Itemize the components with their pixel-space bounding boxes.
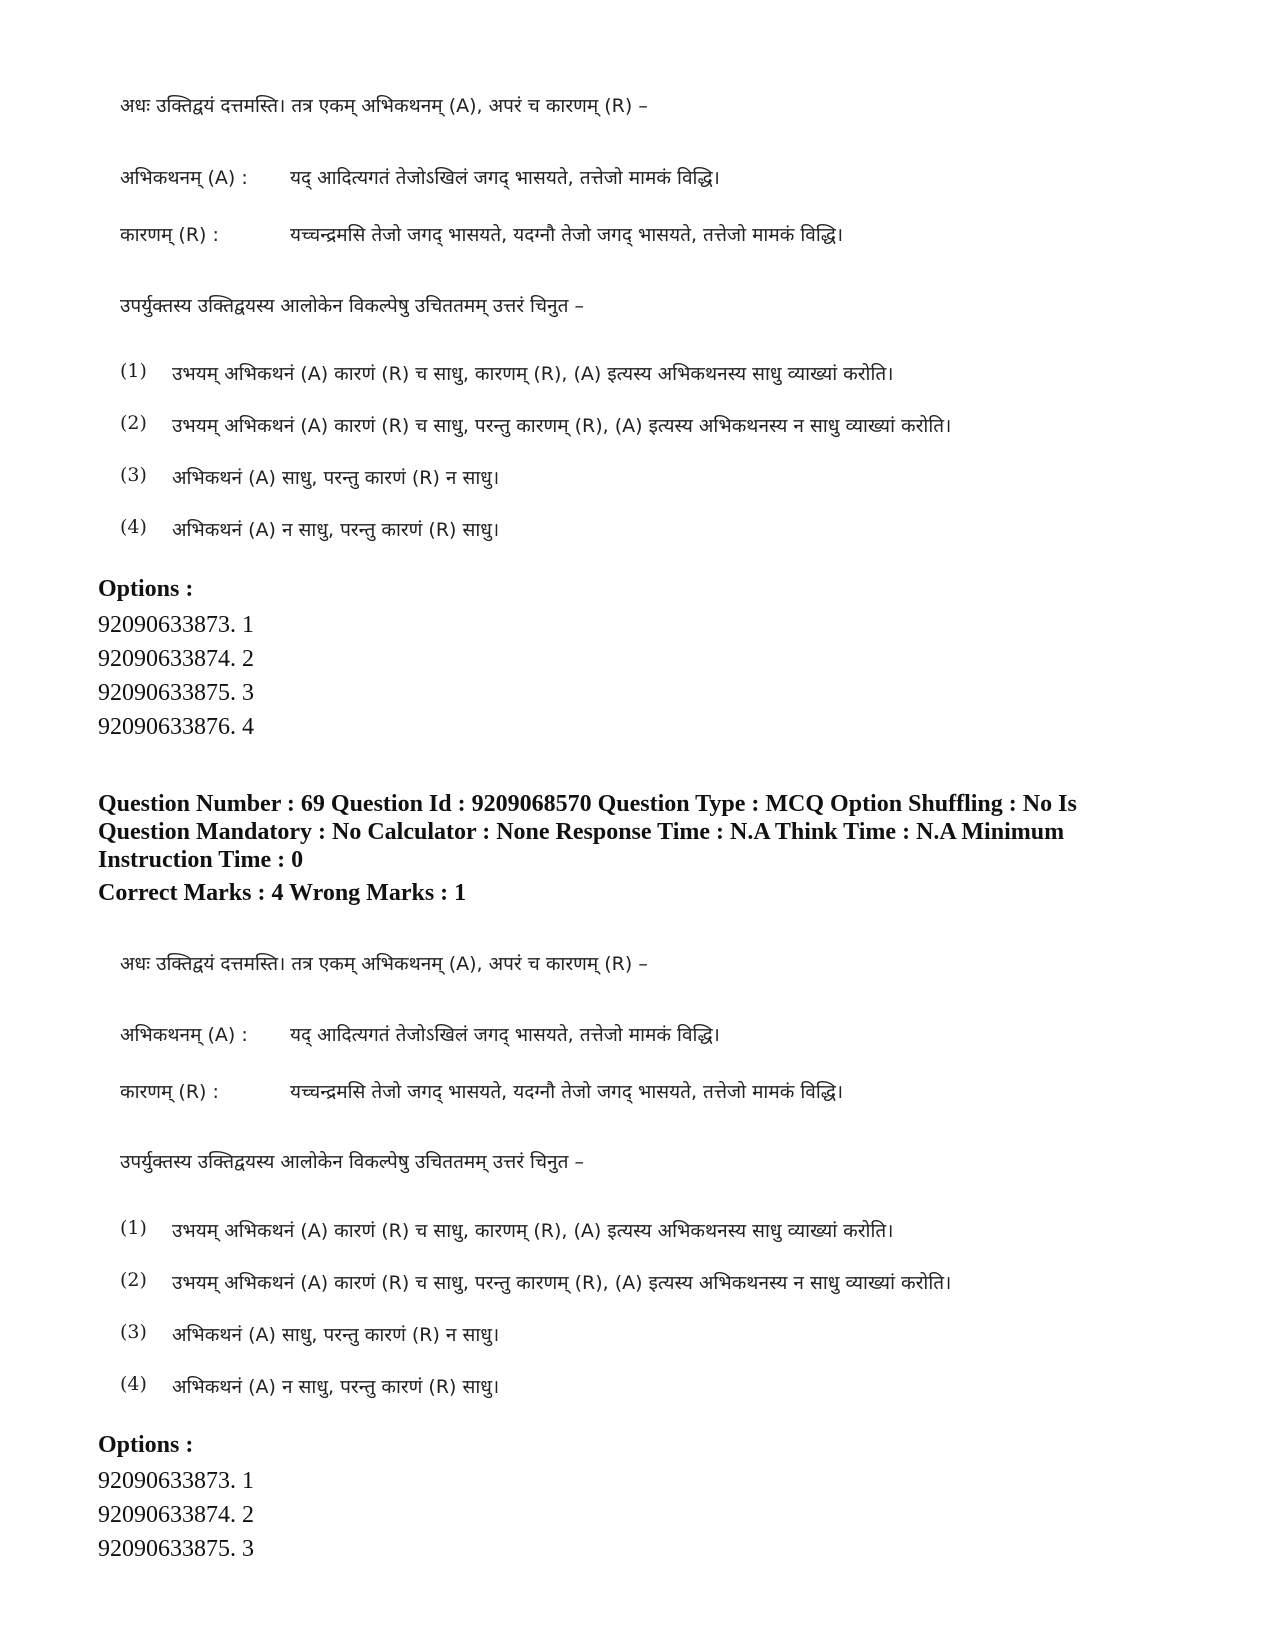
- question-meta-line: Question Mandatory : No Calculator : None Response Time : N.A Think Time : N.A Minimum: [98, 819, 1065, 845]
- choice-number: (2): [120, 1269, 147, 1291]
- choice-number: (4): [120, 516, 147, 538]
- option-line: 92090633874. 2: [98, 646, 254, 672]
- option-line: 92090633873. 1: [98, 612, 254, 638]
- assertion-label: अभिकथनम् (A) :: [120, 167, 248, 189]
- choice-number: (1): [120, 360, 147, 382]
- option-line: 92090633874. 2: [98, 1502, 254, 1528]
- choice-number: (1): [120, 1217, 147, 1239]
- choice-text: अभिकथनं (A) न साधु, परन्तु कारणं (R) साधु।: [172, 1376, 500, 1398]
- question-intro: अधः उक्तिद्वयं दत्तमस्ति। तत्र एकम् अभिकथनम् (A), अपरं च कारणम् (R) –: [120, 95, 648, 117]
- options-heading: Options :: [98, 1432, 194, 1458]
- question-meta-line: Question Number : 69 Question Id : 9209068570 Question Type : MCQ Option Shuffling : No Is: [98, 791, 1077, 817]
- choice-number: (3): [120, 1321, 147, 1343]
- reason-label: कारणम् (R) :: [120, 224, 219, 246]
- choice-text: अभिकथनं (A) साधु, परन्तु कारणं (R) न साधु।: [172, 1324, 500, 1346]
- option-line: 92090633873. 1: [98, 1468, 254, 1494]
- assertion-label: अभिकथनम् (A) :: [120, 1024, 248, 1046]
- choice-text: उभयम् अभिकथनं (A) कारणं (R) च साधु, कारणम् (R), (A) इत्यस्य अभिकथनस्य साधु व्याख्यां करोति।: [172, 1220, 894, 1242]
- option-line: 92090633875. 3: [98, 680, 254, 706]
- reason-text: यच्चन्द्रमसि तेजो जगद् भासयते, यदग्नौ तेजो जगद् भासयते, तत्तेजो मामकं विद्धि।: [290, 1081, 844, 1103]
- assertion-text: यद् आदित्यगतं तेजोऽखिलं जगद् भासयते, तत्तेजो मामकं विद्धि।: [290, 1024, 720, 1046]
- choice-number: (2): [120, 412, 147, 434]
- options-heading: Options :: [98, 576, 194, 602]
- question-meta-line: Instruction Time : 0: [98, 847, 304, 873]
- choice-text: उभयम् अभिकथनं (A) कारणं (R) च साधु, परन्तु कारणम् (R), (A) इत्यस्य अभिकथनस्य न साधु व्याख्यां करोति।: [172, 1272, 952, 1294]
- reason-text: यच्चन्द्रमसि तेजो जगद् भासयते, यदग्नौ तेजो जगद् भासयते, तत्तेजो मामकं विद्धि।: [290, 224, 844, 246]
- choice-text: उभयम् अभिकथनं (A) कारणं (R) च साधु, कारणम् (R), (A) इत्यस्य अभिकथनस्य साधु व्याख्यां करोति।: [172, 363, 894, 385]
- choice-text: अभिकथनं (A) साधु, परन्तु कारणं (R) न साधु।: [172, 467, 500, 489]
- option-line: 92090633875. 3: [98, 1536, 254, 1562]
- reason-label: कारणम् (R) :: [120, 1081, 219, 1103]
- question-intro: अधः उक्तिद्वयं दत्तमस्ति। तत्र एकम् अभिकथनम् (A), अपरं च कारणम् (R) –: [120, 953, 648, 975]
- choice-number: (3): [120, 464, 147, 486]
- choice-text: अभिकथनं (A) न साधु, परन्तु कारणं (R) साधु।: [172, 519, 500, 541]
- question-prompt: उपर्युक्तस्य उक्तिद्वयस्य आलोकेन विकल्पेषु उचिततमम् उत्तरं चिनुत –: [120, 295, 584, 317]
- question-meta: [98, 790, 1198, 874]
- option-line: 92090633876. 4: [98, 714, 254, 740]
- question-prompt: उपर्युक्तस्य उक्तिद्वयस्य आलोकेन विकल्पेषु उचिततमम् उत्तरं चिनुत –: [120, 1151, 584, 1173]
- choice-text: उभयम् अभिकथनं (A) कारणं (R) च साधु, परन्तु कारणम् (R), (A) इत्यस्य अभिकथनस्य न साधु व्याख्यां करोति।: [172, 415, 952, 437]
- choice-number: (4): [120, 1373, 147, 1395]
- assertion-text: यद् आदित्यगतं तेजोऽखिलं जगद् भासयते, तत्तेजो मामकं विद्धि।: [290, 167, 720, 189]
- marks-line: Correct Marks : 4 Wrong Marks : 1: [98, 880, 467, 906]
